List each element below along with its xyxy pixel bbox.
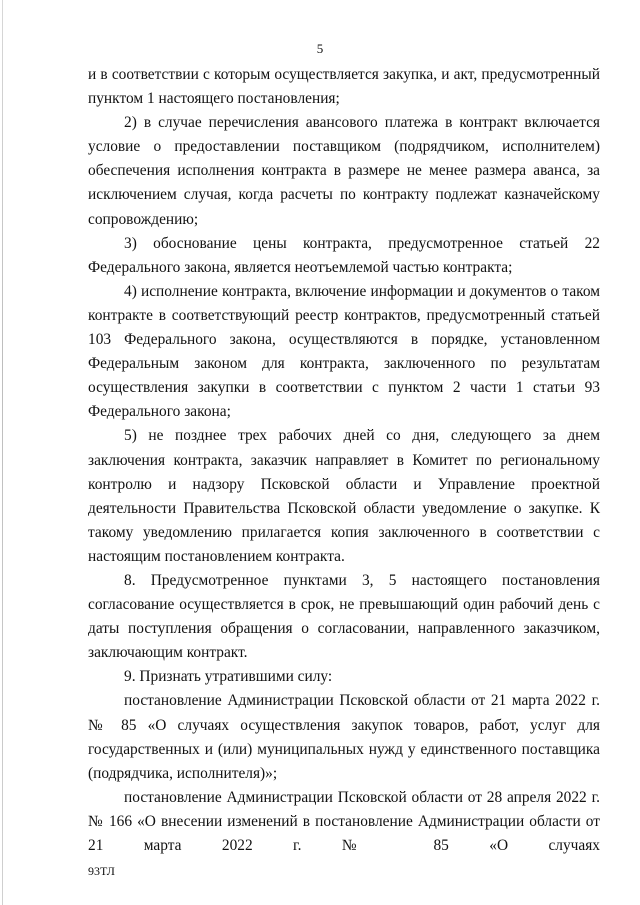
paragraph-item-3: 3) обоснование цены контракта, предусмотренное статьей 22 Федерального закона, является неотъемлемой частью контракта; xyxy=(88,234,600,276)
paragraph-item-5: 5) не позднее трех рабочих дней со дня, следующего за днем заключения контракта, заказчик направляет в Комитет по региональному контролю и надзору Псковской области и Управление проектной деятельности Правительства Псковской области уведомление о закупке. К такому уведомлению прилагается копия заключенного в соответствии с настоящим постановлением контракта. xyxy=(88,427,600,565)
scan-edge-line xyxy=(2,0,3,905)
page-number: 5 xyxy=(316,41,324,56)
paragraph-repealed-act-2: постановление Администрации Псковской области от 28 апреля 2022 г. № 166 «О внесении изменений в постановление Администрации области от 21 марта 2022 г. № 85 «О случаях xyxy=(88,788,600,854)
paragraph-continuation: и в соответствии с которым осуществляется закупка, и акт, предусмотренный пунктом 1 настоящего постановления; xyxy=(88,66,600,108)
footer-document-code: 93ТЛ xyxy=(88,864,115,878)
paragraph-point-8: 8. Предусмотренное пунктами 3, 5 настоящего постановления согласование осуществляется в срок, не превышающий один рабочий день с даты поступления обращения о согласовании, направленного заказчиком, заключающим контракт. xyxy=(88,571,600,662)
paragraph-point-9: 9. Признать утратившими силу: xyxy=(124,668,333,686)
paragraph-item-4: 4) исполнение контракта, включение информации и документов о таком контракте в соответствующий реестр контрактов, предусмотренный статьей 103 Федерального закона, осуществляются в порядке, установленном Федеральным законом для контракта, заключенного по результатам осуществления закупки в соответствии с пунктом 2 части 1 статьи 93 Федерального закона; xyxy=(88,282,600,421)
paragraph-item-2: 2) в случае перечисления авансового платежа в контракт включается условие о предоставлении поставщиком (подрядчиком, исполнителем) обеспечения исполнения контракта в размере не менее размера аванса, за исключением случая, когда расчеты по контракту подлежат казначейскому сопровождению; xyxy=(88,114,600,228)
document-body xyxy=(88,63,600,858)
paragraph-repealed-act-1: постановление Администрации Псковской области от 21 марта 2022 г. № 85 «О случаях осуществления закупок товаров, работ, услуг для государственных и (или) муниципальных нужд у единственного поставщика (подрядчика, исполнителя)»; xyxy=(88,692,600,782)
